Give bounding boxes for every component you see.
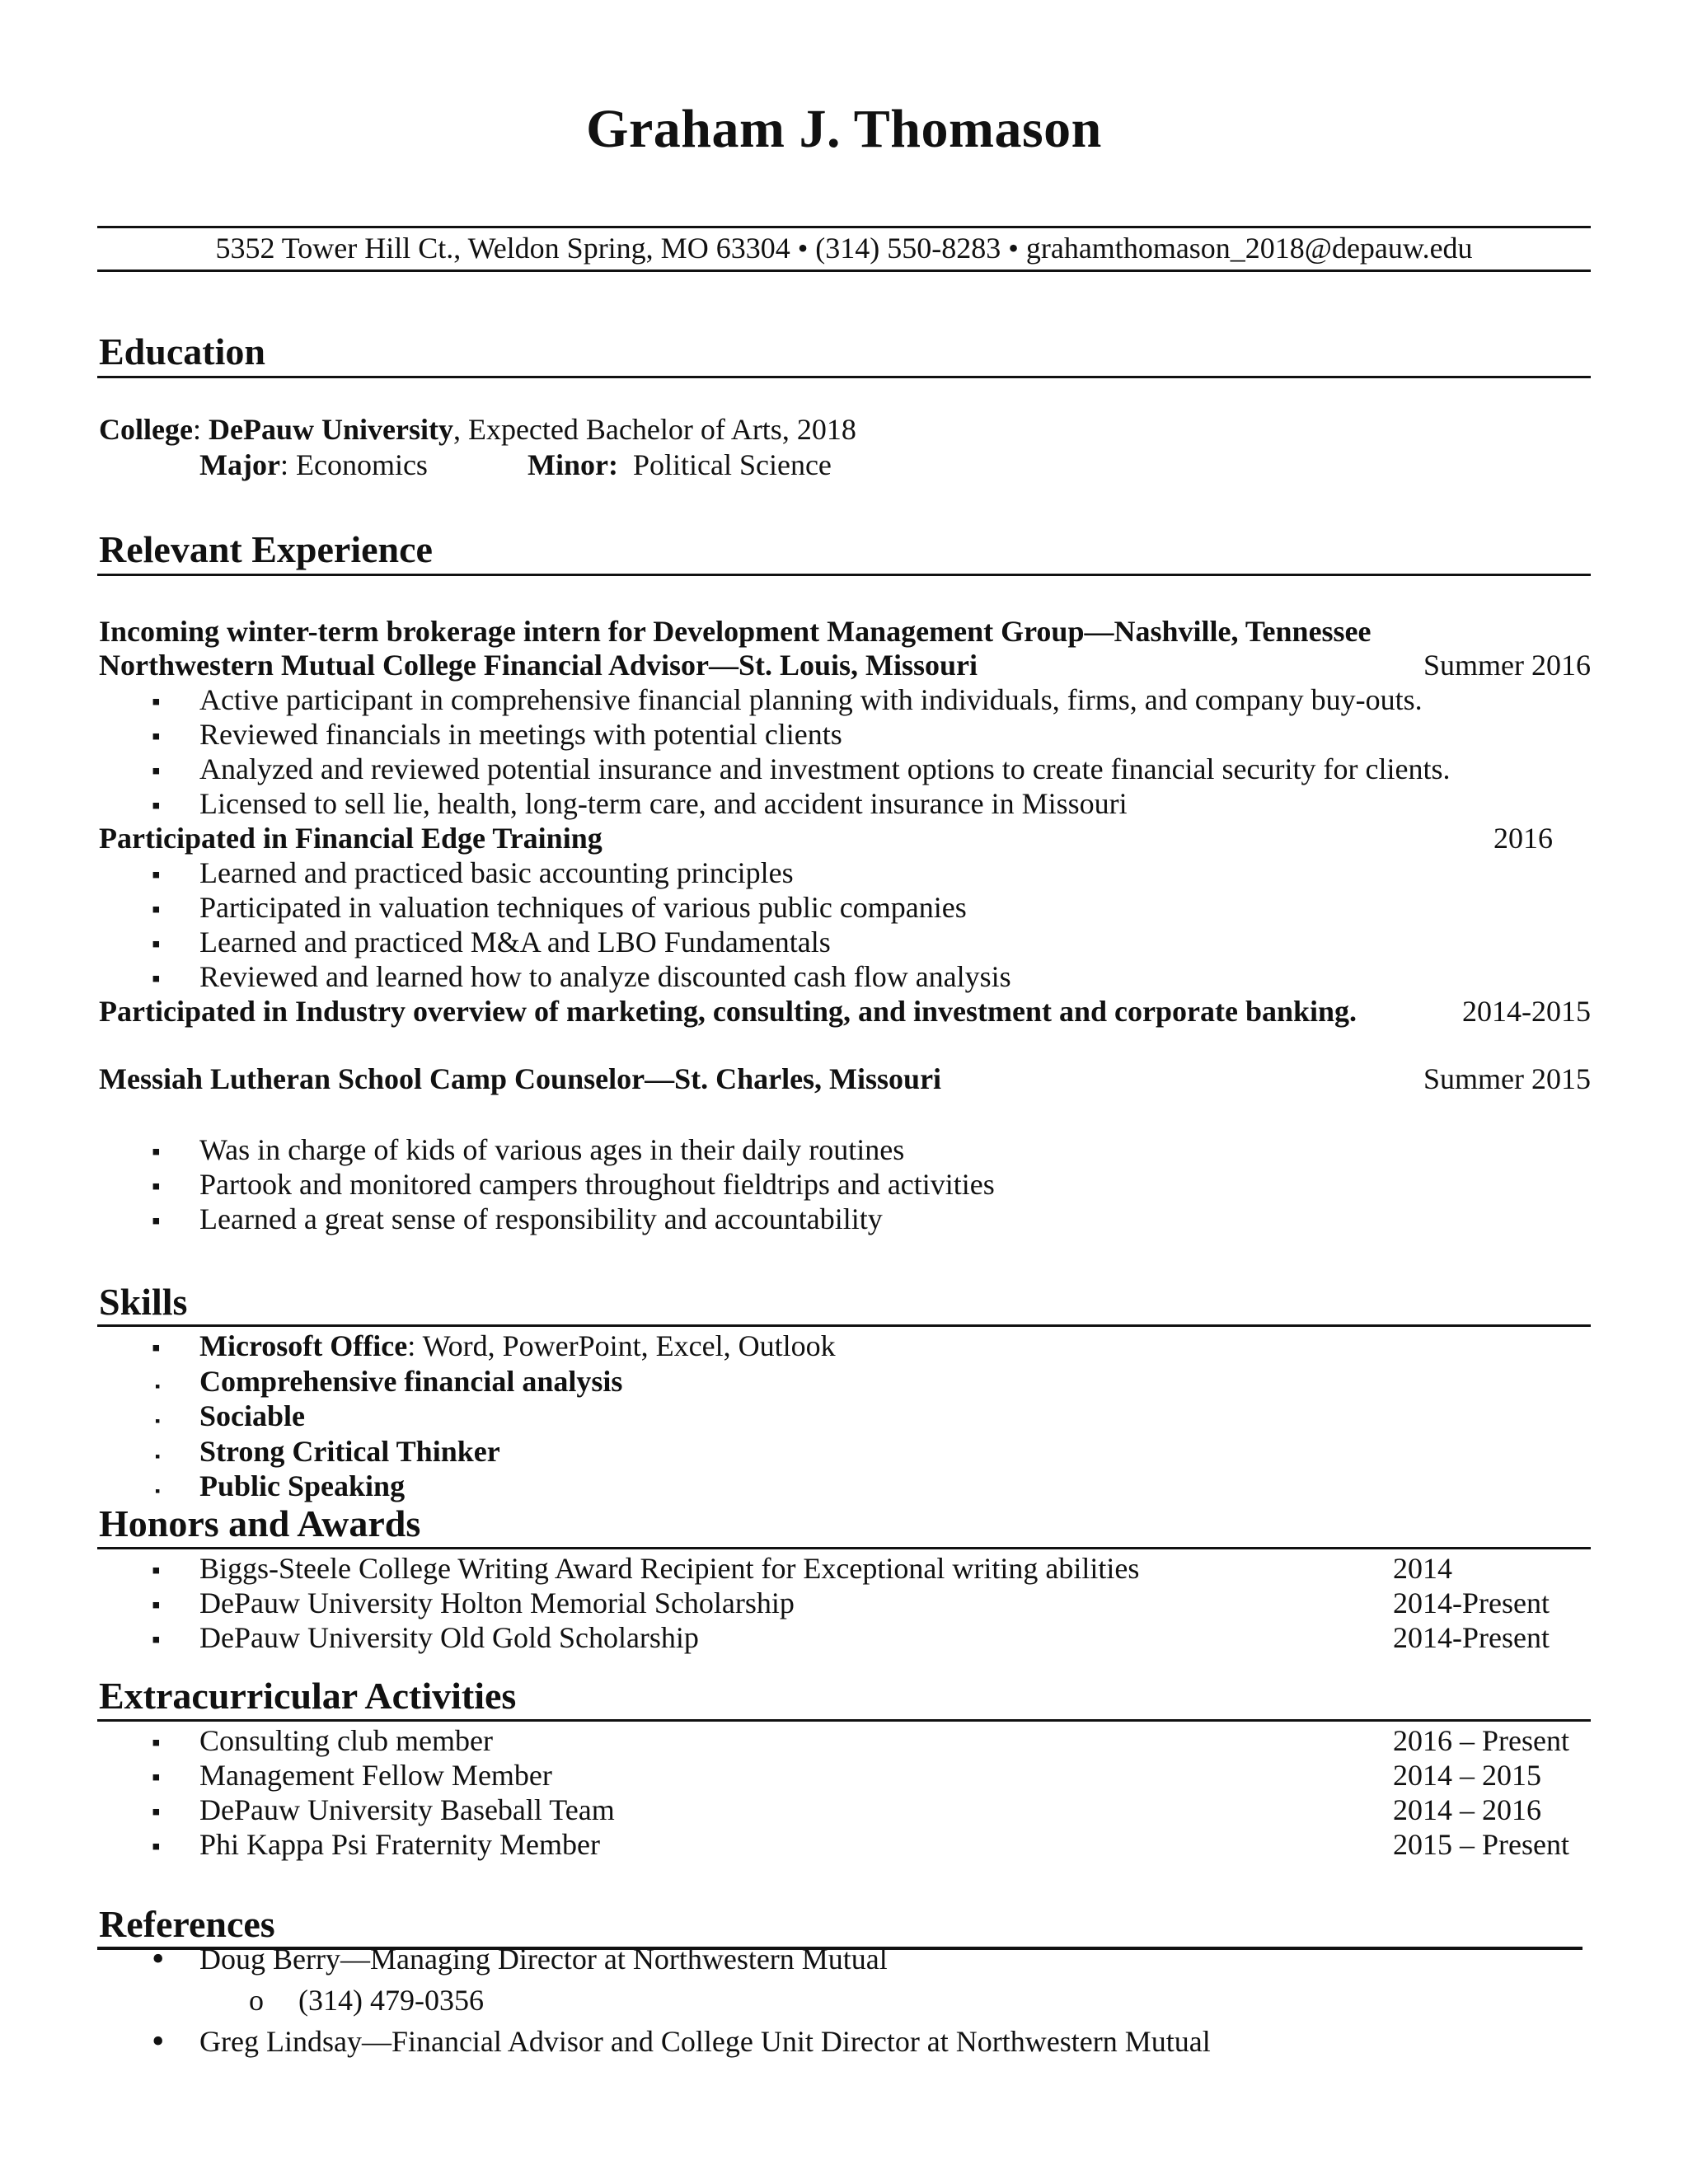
bullet-icon <box>152 1793 161 1830</box>
bullet-icon <box>152 752 161 789</box>
camp-job-date: Summer 2015 <box>1423 1062 1591 1095</box>
section-experience-rule <box>97 574 1591 576</box>
contact-line: 5352 Tower Hill Ct., Weldon Spring, MO 63304 • (314) 550-8283 • grahamthomason_2018@depauw.edu <box>97 226 1591 272</box>
section-education-rule <box>97 376 1591 378</box>
bullet-icon <box>152 1167 161 1204</box>
school-name: DePauw University <box>208 413 453 446</box>
camp-bullet: Learned a great sense of responsibility and accountability <box>199 1202 883 1235</box>
college-separator: : <box>192 413 209 446</box>
bullet-icon <box>152 1827 161 1864</box>
bullet-icon <box>152 682 161 719</box>
bullet-icon <box>152 1399 157 1438</box>
bullet-icon <box>152 1434 157 1474</box>
bullet-icon <box>152 1132 161 1169</box>
section-activities-rule <box>97 1719 1591 1722</box>
activity-date: 2014 – 2016 <box>1393 1793 1541 1826</box>
bullet-icon <box>152 1723 161 1760</box>
major-label: Major <box>199 448 280 481</box>
bullet-icon <box>152 890 161 927</box>
activity-item: Management Fellow Member <box>199 1759 552 1792</box>
reference-item: Greg Lindsay—Financial Advisor and College Unit Director at Northwestern Mutual <box>199 2025 1211 2058</box>
skill-microsoft-office <box>199 1329 836 1363</box>
section-experience-title: Relevant Experience <box>99 528 433 570</box>
minor-value: Political Science <box>632 448 832 481</box>
section-skills-rule <box>97 1324 1591 1327</box>
fe-bullet: Learned and practiced basic accounting principles <box>199 856 794 889</box>
industry-overview-date: 2014-2015 <box>1462 995 1591 1028</box>
skill-item: Strong Critical Thinker <box>199 1435 500 1468</box>
fe-bullet: Learned and practiced M&A and LBO Fundamentals <box>199 926 831 958</box>
fe-training-date: 2016 <box>1493 822 1553 855</box>
skill-label: Microsoft Office <box>199 1329 408 1362</box>
bullet-icon <box>152 1942 164 1978</box>
minor-line <box>528 448 1591 482</box>
bullet-icon <box>152 1758 161 1795</box>
bullet-icon <box>152 1620 161 1657</box>
camp-bullet: Partook and monitored campers throughout fieldtrips and activities <box>199 1168 995 1201</box>
nm-bullet: Active participant in comprehensive financial planning with individuals, firms, and company buy-outs. <box>199 683 1423 716</box>
bullet-icon <box>152 717 161 754</box>
camp-job-title: Messiah Lutheran School Camp Counselor—St. Charles, Missouri <box>99 1062 942 1095</box>
fe-bullet: Reviewed and learned how to analyze discounted cash flow analysis <box>199 960 1011 993</box>
sub-bullet-marker: o <box>249 1984 264 2017</box>
fe-bullet: Participated in valuation techniques of various public companies <box>199 891 967 924</box>
honor-date: 2014 <box>1393 1552 1452 1585</box>
degree-text: , Expected Bachelor of Arts, 2018 <box>452 413 856 446</box>
section-skills-title: Skills <box>99 1281 188 1323</box>
activity-item: DePauw University Baseball Team <box>199 1793 615 1826</box>
section-activities-title: Extracurricular Activities <box>99 1675 517 1717</box>
skill-detail: : Word, PowerPoint, Excel, Outlook <box>407 1329 836 1362</box>
skill-item: Public Speaking <box>199 1469 406 1502</box>
fe-training-title: Participated in Financial Edge Training <box>99 822 603 855</box>
reference-item: Doug Berry—Managing Director at Northwestern Mutual <box>199 1943 888 1975</box>
bullet-icon <box>152 1586 161 1623</box>
activity-date: 2014 – 2015 <box>1393 1759 1541 1792</box>
nm-bullet: Analyzed and reviewed potential insurance and investment options to create financial security for clients. <box>199 752 1451 785</box>
honor-date: 2014-Present <box>1393 1621 1550 1654</box>
honor-date: 2014-Present <box>1393 1586 1550 1619</box>
major-separator: : <box>279 448 296 481</box>
reference-phone: (314) 479-0356 <box>298 1984 484 2017</box>
section-references-title: References <box>99 1903 275 1945</box>
bullet-icon <box>152 925 161 962</box>
section-honors-title: Honors and Awards <box>99 1502 421 1544</box>
honor-item: Biggs-Steele College Writing Award Recipient for Exceptional writing abilities <box>199 1552 1140 1585</box>
activity-item: Phi Kappa Psi Fraternity Member <box>199 1828 600 1861</box>
nm-bullet: Licensed to sell lie, health, long-term care, and accident insurance in Missouri <box>199 787 1128 820</box>
activity-date: 2015 – Present <box>1393 1828 1569 1861</box>
honor-item: DePauw University Old Gold Scholarship <box>199 1621 699 1654</box>
section-honors-rule <box>97 1547 1591 1549</box>
section-education-title: Education <box>99 330 265 373</box>
bullet-icon <box>152 959 161 996</box>
industry-overview-title: Participated in Industry overview of marketing, consulting, and investment and corporate banking. <box>99 995 1357 1028</box>
college-line <box>99 412 1591 447</box>
intern-line: Incoming winter-term brokerage intern for Development Management Group—Nashville, Tennessee <box>99 615 1372 648</box>
college-label: College <box>99 413 193 446</box>
major-value: Economics <box>295 448 428 481</box>
nm-bullet: Reviewed financials in meetings with potential clients <box>199 718 842 751</box>
skill-item: Comprehensive financial analysis <box>199 1365 623 1398</box>
activity-date: 2016 – Present <box>1393 1724 1569 1757</box>
bullet-icon <box>152 1551 161 1588</box>
skill-item: Sociable <box>199 1399 306 1432</box>
nm-job-date: Summer 2016 <box>1423 649 1591 682</box>
bullet-icon <box>152 855 161 893</box>
honor-item: DePauw University Holton Memorial Scholarship <box>199 1586 795 1619</box>
bullet-icon <box>152 1202 161 1239</box>
bullet-icon <box>152 1329 161 1366</box>
minor-label: Minor: <box>528 448 618 481</box>
bullet-icon <box>152 1364 157 1404</box>
candidate-name: Graham J. Thomason <box>586 99 1102 159</box>
nm-job-title: Northwestern Mutual College Financial Advisor—St. Louis, Missouri <box>99 649 978 682</box>
bullet-icon <box>152 786 161 823</box>
bullet-icon <box>152 2024 164 2060</box>
camp-bullet: Was in charge of kids of various ages in their daily routines <box>199 1133 905 1166</box>
activity-item: Consulting club member <box>199 1724 493 1757</box>
